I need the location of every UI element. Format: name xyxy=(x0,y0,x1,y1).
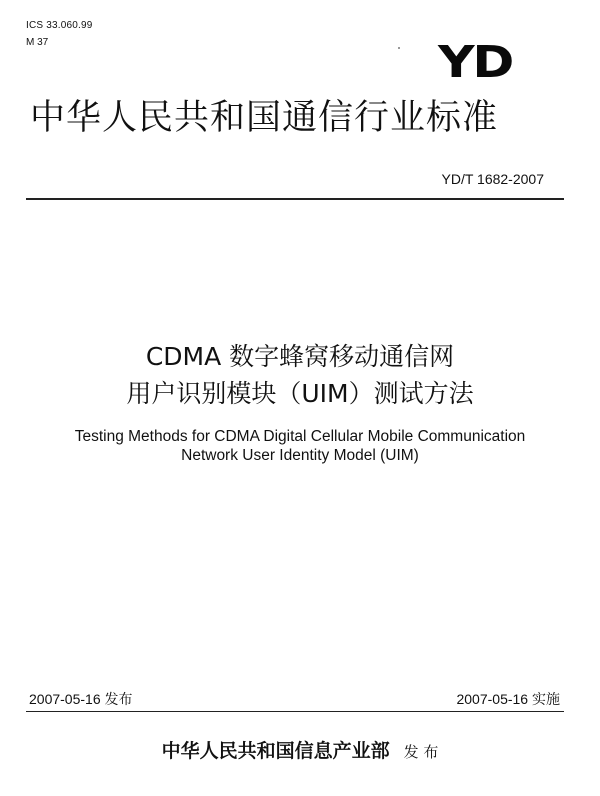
bottom-divider xyxy=(26,711,564,712)
m-code: M 37 xyxy=(26,37,49,48)
yd-logo: YD xyxy=(438,37,513,88)
issue-date: 2007-05-16 发布 xyxy=(29,691,133,707)
implementation-date: 2007-05-16 实施 xyxy=(456,691,560,707)
english-title-line-2: Network User Identity Model (UIM) xyxy=(181,447,419,464)
chinese-title-line-1: CDMA 数字蜂窝移动通信网 xyxy=(145,342,455,371)
publisher-line xyxy=(0,739,600,764)
standard-number: YD/T 1682-2007 xyxy=(441,171,544,187)
standard-category-title: 中华人民共和国通信行业标准 xyxy=(30,98,499,138)
chinese-title-line-2: 用户识别模块（UIM）测试方法 xyxy=(126,379,474,408)
publish-verb: 发 布 xyxy=(403,743,439,761)
ics-code: ICS 33.060.99 xyxy=(26,20,93,31)
english-title-line-1: Testing Methods for CDMA Digital Cellular Mobile Communication xyxy=(74,428,526,445)
speck xyxy=(398,47,400,49)
top-divider xyxy=(26,198,564,200)
publisher-name: 中华人民共和国信息产业部 xyxy=(161,740,390,762)
